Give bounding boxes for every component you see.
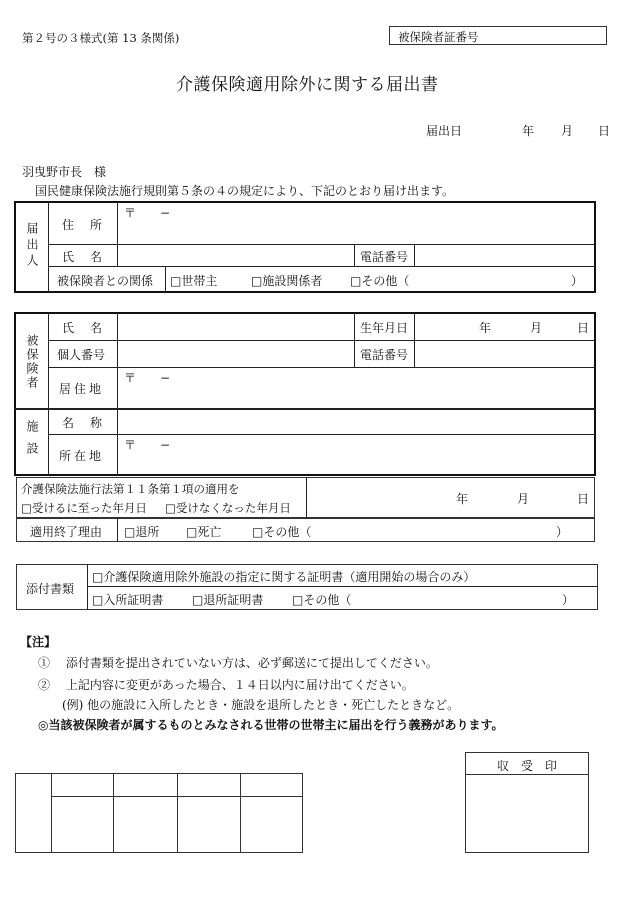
birth-year: 年 (479, 321, 492, 335)
notifier-section-label: 届出人 (25, 222, 39, 270)
end-reason-label: 適用終了理由 (30, 525, 103, 539)
insured-number-field[interactable] (389, 26, 607, 45)
facility-location-label: 所在地 (59, 449, 105, 463)
notifier-phone-label: 電話番号 (360, 250, 409, 264)
notifier-postal[interactable]: 〒 − (124, 206, 171, 220)
note-item: ② 上記内容に変更があった場合、１４日以内に届け出てください。 (38, 678, 414, 692)
application-day: 日 (577, 492, 590, 506)
reason-death-checkbox[interactable]: □死亡 (186, 525, 222, 539)
date-year: 年 (522, 124, 535, 138)
birth-label: 生年月日 (360, 321, 409, 335)
attachment-admission-checkbox[interactable]: □入所証明書 (92, 593, 164, 607)
relation-facility-checkbox[interactable]: □施設関係者 (251, 274, 323, 288)
insured-section-label: 被保険者 (25, 334, 39, 390)
notes-heading: 【注】 (20, 635, 57, 649)
ceased-checkbox[interactable]: □受けなくなった年月日 (165, 501, 291, 515)
received-checkbox[interactable]: □受けるに至った年月日 (21, 501, 147, 515)
reason-other-checkbox[interactable]: □その他（ (252, 525, 312, 539)
notifier-address-label: 住 所 (62, 218, 105, 232)
relation-close: ） (571, 274, 584, 288)
receipt-stamp-label: 収 受 印 (497, 759, 558, 773)
facility-section-label: 施設 (25, 420, 39, 464)
note-example: (例) 他の施設に入所したとき・施設を退所したとき・死亡したときなど。 (62, 698, 460, 712)
date-day: 日 (598, 124, 611, 138)
relation-other-checkbox[interactable]: □その他（ (350, 274, 410, 288)
date-month: 月 (561, 124, 574, 138)
attachment-certificate-checkbox[interactable]: □介護保険適用除外施設の指定に関する証明書（適用開始の場合のみ） (92, 570, 476, 584)
obligation-note: ◎当該被保険者が属するものとみなされる世帯の世帯主に届出を行う義務があります。 (38, 718, 504, 732)
law-text: 介護保険法施行法第１１条第１項の適用を (21, 482, 240, 496)
office-use-grid (15, 773, 303, 853)
reason-close: ） (556, 525, 569, 539)
individual-number-label: 個人番号 (57, 348, 106, 362)
residence-label: 居住地 (59, 382, 105, 396)
date-label: 届出日 (426, 124, 463, 138)
relation-label: 被保険者との関係 (57, 274, 154, 288)
intro-text: 国民健康保険法施行規則第５条の４の規定により、下記のとおり届け出ます。 (35, 184, 455, 198)
facility-postal[interactable]: 〒 − (124, 438, 171, 452)
page-title: 介護保険適用除外に関する届出書 (176, 75, 439, 95)
insured-phone-label: 電話番号 (360, 348, 409, 362)
form-number: 第２号の３様式(第 13 条関係) (22, 31, 180, 45)
application-year: 年 (456, 492, 469, 506)
attachment-discharge-checkbox[interactable]: □退所証明書 (192, 593, 264, 607)
facility-name-label: 名 称 (62, 416, 105, 430)
attachment-close: ） (562, 593, 575, 607)
insured-name-label: 氏 名 (62, 321, 105, 335)
residence-postal[interactable]: 〒 − (124, 371, 171, 385)
relation-householder-checkbox[interactable]: □世帯主 (170, 274, 218, 288)
birth-month: 月 (530, 321, 543, 335)
addressee: 羽曳野市長 様 (22, 165, 107, 179)
application-month: 月 (517, 492, 530, 506)
notifier-name-label: 氏 名 (62, 250, 105, 264)
birth-day: 日 (577, 321, 590, 335)
attachments-label: 添付書類 (26, 582, 75, 596)
attachment-other-checkbox[interactable]: □その他（ (292, 593, 352, 607)
note-item: ① 添付書類を提出されていない方は、必ず郵送にて提出してください。 (38, 656, 438, 670)
reason-discharge-checkbox[interactable]: □退所 (124, 525, 160, 539)
insured-number-label: 被保険者証番号 (398, 30, 479, 44)
